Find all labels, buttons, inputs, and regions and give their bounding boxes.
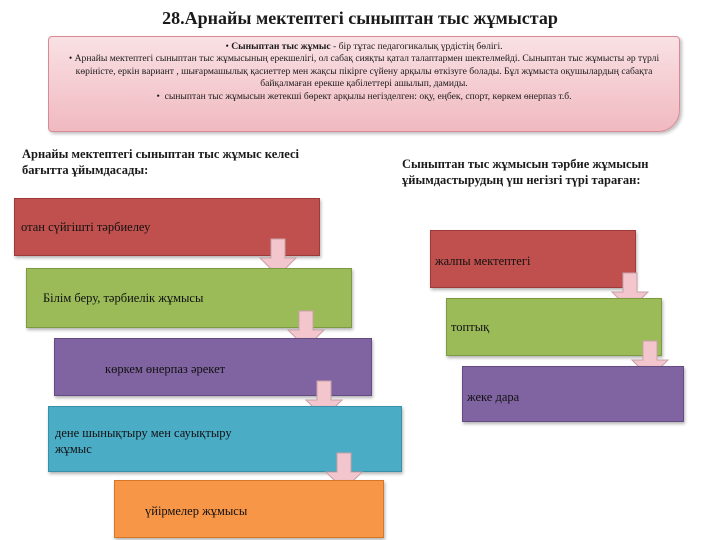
note-bullet-1: • Сыныптан тыс жұмыс - бір тұтас педагогикалық үрдістің бөлігі. bbox=[225, 41, 503, 52]
step-label: топтық bbox=[451, 320, 490, 334]
step-label: отан сүйгішті тәрбиелеу bbox=[21, 220, 151, 234]
step-label: көркем өнерпаз әрекет bbox=[105, 362, 226, 376]
step-label: жеке дара bbox=[467, 390, 520, 404]
note-bullet-3: • сыныптан тыс жұмысын жетекші бөрект арқылы негізделген: оқу, еңбек, спорт, көркем өнерпаз т.б. bbox=[156, 90, 572, 102]
note-term: Сыныптан тыс жұмыс bbox=[231, 41, 331, 52]
note-bullet-1-text: - бір тұтас педагогикалық үрдістің бөлігі. bbox=[330, 41, 503, 52]
step-label: дене шынықтыру мен сауықтыру жұмыс bbox=[55, 426, 232, 456]
right-heading: Сыныптан тыс жұмысын тәрбие жұмысын ұйымдастырудың үш негізгі түрі тараған: bbox=[402, 157, 649, 187]
step-club-work bbox=[114, 480, 384, 538]
left-heading: Арнайы мектептегі сыныптан тыс жұмыс келесі бағытта ұйымдасады: bbox=[22, 147, 299, 177]
page-title: 28.Арнайы мектептегі сыныптан тыс жұмыстар bbox=[162, 8, 558, 28]
step-label: Білім беру, тәрбиелік жұмысы bbox=[43, 291, 204, 305]
note-bullet-2-text: Арнайы мектептегі сыныптан тыс жұмысының ерекшелігі, ол сабақ сияқты қатал талаптармен шектелмейді. Сыныптан тыс жұмысты әр түрлі көріністе, еркін вариант , шығармашылық қасиеттер мен жақсы пікірге сүйену арқылы өткізуге болады. Бұл жұмыста оқушылардың сабақта байқалмаған ерекше қабілеттері ашылып, дамиды. bbox=[74, 53, 660, 90]
note-bullet-2: • Арнайы мектептегі сыныптан тыс жұмысының ерекшелігі, ол сабақ сияқты қатал талаптармен шектелмейді. Сыныптан тыс жұмысты әр түрлі көріністе, еркін вариант , шығармашылық қасиеттер мен жақсы пікірге сүйену арқылы өткізуге болады. Бұл жұмыста оқушылардың сабақта байқалмаған ерекше қабілеттері ашылып, дамиды. bbox=[68, 53, 660, 90]
type-school-wide bbox=[430, 230, 636, 288]
type-individual bbox=[462, 366, 684, 422]
definition-note bbox=[48, 36, 680, 132]
note-bullet-3-text: сыныптан тыс жұмысын жетекші бөрект арқылы негізделген: оқу, еңбек, спорт, көркем өнерпаз т.б. bbox=[164, 90, 572, 102]
step-label: жалпы мектептегі bbox=[435, 254, 531, 268]
step-label: үйірмелер жұмысы bbox=[145, 504, 248, 518]
